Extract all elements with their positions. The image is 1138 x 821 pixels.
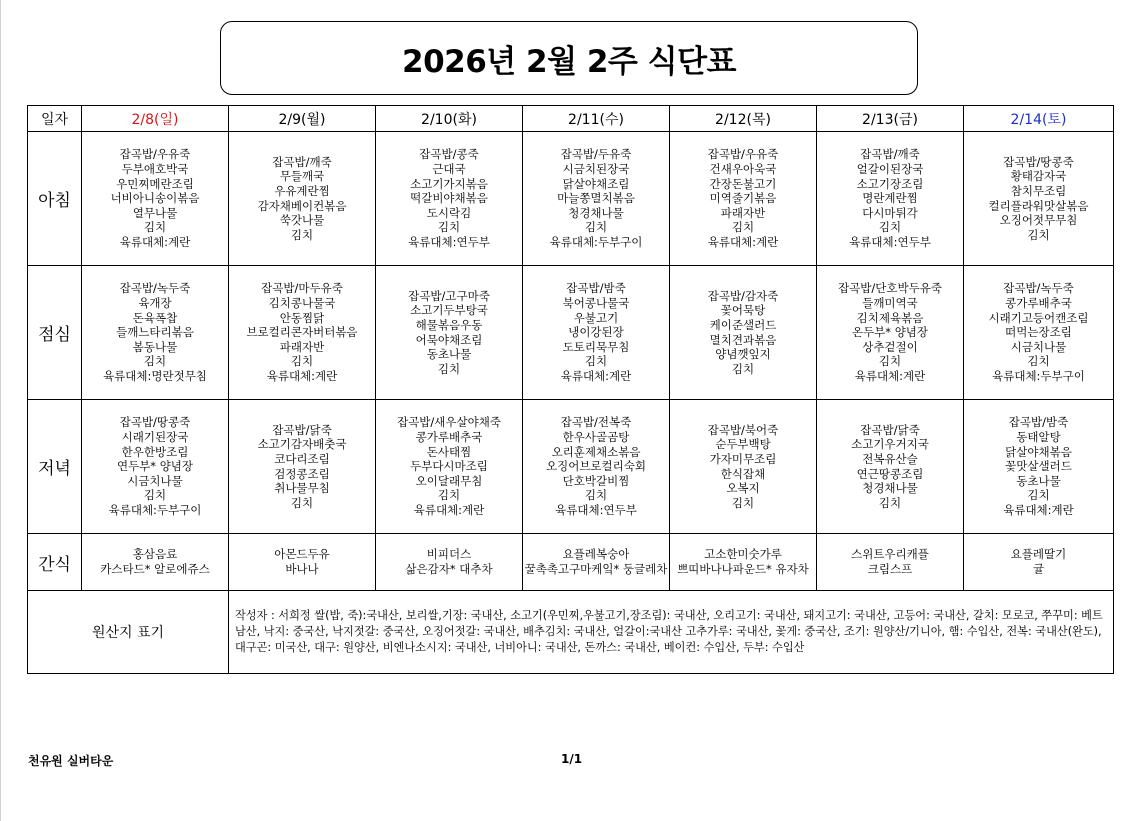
menu-item: 우불고기 [573,310,619,325]
menu-item: 잡곡밥/닭죽 [860,422,920,437]
menu-cell [376,266,523,400]
menu-item: 시금치나물 [127,473,183,488]
menu-item: 케이준샐러드 [709,317,777,332]
menu-item: 꿀촉촉고구마케잌* 둥글레차 [524,562,668,576]
meal-label: 간식 [28,534,82,591]
menu-item: 두부애호박국 [121,162,189,177]
menu-item: 안동찜닭 [279,310,325,325]
menu-item: 닭살야채볶음 [1005,444,1072,459]
menu-item: 무들깨국 [279,169,325,184]
menu-item: 김치 [731,361,755,376]
menu-item: 명란계란찜 [862,191,918,206]
menu-cell [817,266,964,400]
title-box [220,21,918,95]
menu-item: 김치 [290,495,314,510]
menu-item: 파래자반 [720,205,766,220]
menu-item: 잡곡밥/고구마죽 [408,288,490,303]
menu-item: 육류대체:계란 [266,368,338,383]
menu-item: 연근땅콩조림 [856,466,924,481]
menu-item: 미역줄기볶음 [709,191,777,206]
menu-cell [670,266,817,400]
menu-item: 김치 [437,220,461,235]
page-title: 2026년 2월 2주 식단표 [402,43,736,80]
menu-item: 육류대체:두부구이 [108,502,202,517]
menu-item: 김치 [143,354,167,369]
menu-cell [964,534,1114,591]
menu-item: 돈사태찜 [426,444,472,459]
menu-item: 잡곡밥/밤죽 [1008,415,1069,430]
meal-row [28,266,1114,400]
menu-item: 떠먹는장조림 [1005,325,1072,340]
menu-item: 단호박갈비찜 [562,473,630,488]
menu-item: 오징어브로컬리숙회 [546,459,646,474]
menu-item: 김치 [290,227,314,242]
menu-item: 요플레딸기 [1010,547,1067,562]
menu-item: 시래기고등어캔조림 [988,310,1089,325]
menu-item: 잡곡밥/단호박두유죽 [838,281,942,296]
origin-text: 작성자 : 서희정 쌀(밥, 죽):국내산, 보리쌀,기장: 국내산, 소고기(우민찌,우불고기,장조림): 국내산, 오리고기: 국내산, 돼지고기: 국내산, 고등어: 국내산, 갈치: 모로코, 쭈꾸미: 베트남산, 낙지: 중국산, 낙지젓갈: 중국산, 오징어젓갈: 국내산, 배추김치: 국내산, 얼갈이:국내산 고추가루: 국내산, 꽃게: 중국산, 조기: 원양산/기니아, 햄: 수입산, 전복: 국내산(완도),대구곤: 미국산, 대구: 원양산, 비엔나소시지: 국내산, 너비아니: 국내산, 돈까스: 국내산, 베이컨: 수입산, 두부: 수입산 [229,591,1114,674]
menu-item: 우민찌메란조림 [116,176,194,191]
menu-item: 돈육폭찹 [132,310,178,325]
menu-cell [376,400,523,534]
menu-item: 잡곡밥/마두유죽 [261,281,343,296]
menu-item: 육류대체:명란젓무침 [103,368,207,383]
origin-label: 원산지 표기 [28,591,229,674]
menu-item: 소고기감자배춧국 [257,437,347,452]
menu-item: 육류대체:계란 [560,368,632,383]
menu-item: 잡곡밥/콩죽 [419,147,479,162]
menu-item: 육류대체:연두부 [849,234,931,249]
menu-item: 육류대체:두부구이 [992,368,1085,383]
origin-row [28,591,1114,674]
menu-item: 취나물무침 [274,481,330,496]
menu-item: 청경채나물 [568,205,624,220]
menu-cell [229,534,376,591]
menu-item: 한우한방조림 [121,444,189,459]
menu-item: 잡곡밥/깨죽 [860,147,920,162]
menu-cell [376,534,523,591]
menu-cell [817,400,964,534]
menu-item: 코다리조림 [274,451,330,466]
menu-cell [523,266,670,400]
menu-item: 오징어젓무무침 [999,213,1078,228]
menu-item: 열무나물 [132,205,178,220]
menu-item: 양념깻잎지 [715,347,771,362]
menu-item: 시금치된장국 [562,162,630,177]
menu-cell [817,534,964,591]
menu-item: 냉이강된장 [568,325,624,340]
menu-cell [670,400,817,534]
day-header: 2/10(화) [376,106,523,132]
menu-item: 김치 [584,488,608,503]
menu-item: 홍삼음료 [132,547,178,562]
menu-item: 김치 [1027,488,1050,503]
menu-item: 잡곡밥/북어죽 [707,422,779,437]
menu-item: 잡곡밥/감자죽 [707,288,779,303]
menu-item: 검정콩조림 [274,466,330,481]
menu-item: 가자미무조림 [709,451,777,466]
footer-organization: 천유원 실버타운 [28,754,114,768]
menu-cell [229,266,376,400]
menu-item: 잡곡밥/두유죽 [560,147,632,162]
menu-item: 참치무조림 [1010,183,1067,198]
menu-item: 귤 [1032,562,1045,576]
menu-item: 상추겉절이 [862,339,918,354]
menu-item: 온두부* 양념장 [851,325,929,340]
menu-item: 오복지 [726,481,760,496]
menu-item: 잡곡밥/우유죽 [707,147,779,162]
day-header: 2/11(수) [523,106,670,132]
menu-item: 비피더스 [426,547,472,562]
menu-item: 브로컬리콘자버터볶음 [246,325,358,340]
menu-item: 들깨미역국 [862,296,918,311]
menu-cell [523,400,670,534]
menu-item: 김치 [731,220,755,235]
menu-item: 육류대체:계란 [413,502,485,517]
menu-item: 간장돈불고기 [709,176,777,191]
menu-item: 육류대체:계란 [119,234,191,249]
menu-item: 동태알탕 [1016,430,1061,445]
menu-item: 잡곡밥/녹두죽 [119,281,191,296]
menu-item: 떡갈비야채볶음 [410,191,488,206]
menu-item: 잡곡밥/우유죽 [119,147,191,162]
menu-item: 육개장 [138,296,172,311]
menu-item: 잡곡밥/전복죽 [560,415,632,430]
day-header: 2/12(목) [670,106,817,132]
menu-item: 소고기장조림 [856,176,924,191]
menu-item: 잡곡밥/깨죽 [272,154,332,169]
menu-item: 김치 [437,361,461,376]
menu-cell [670,132,817,266]
menu-cell [523,132,670,266]
menu-cell [229,132,376,266]
menu-item: 어묵야채조림 [415,332,483,347]
menu-item: 동초나물 [426,347,472,362]
menu-item: 도토리묵무침 [562,339,630,354]
menu-item: 요플레복숭아 [562,547,630,562]
menu-item: 오리훈제채소볶음 [551,444,641,459]
menu-item: 아몬드두유 [274,547,330,562]
menu-item: 시금치나물 [1010,339,1067,354]
page-edge-line [0,0,1,821]
meal-label: 저녁 [28,400,82,534]
menu-item: 육류대체:연두부 [408,234,490,249]
menu-item: 얼갈이된장국 [856,162,924,177]
menu-table [27,105,1114,674]
menu-item: 소고기우거지국 [851,437,929,452]
menu-item: 육류대체:계란 [854,368,926,383]
menu-item: 건새우아욱국 [709,162,777,177]
menu-item: 도시락김 [426,205,472,220]
menu-item: 순두부백탕 [715,437,771,452]
menu-item: 김치 [878,354,902,369]
menu-item: 멸치견과볶음 [709,332,777,347]
menu-item: 꽃어묵탕 [720,303,766,318]
menu-item: 북어콩나물국 [562,296,630,311]
menu-item: 김치 [584,354,608,369]
menu-item: 전복유산슬 [862,451,918,466]
menu-cell [376,132,523,266]
menu-item: 김치 [1027,227,1050,242]
menu-cell [817,132,964,266]
menu-cell [523,534,670,591]
menu-item: 두부다시마조림 [410,459,488,474]
menu-cell [82,534,229,591]
menu-item: 우유계란찜 [274,183,330,198]
menu-item: 김치 [878,220,902,235]
menu-item: 오이달래무침 [415,473,483,488]
menu-item: 소고기가지볶음 [410,176,488,191]
menu-item: 김치 [584,220,608,235]
menu-item: 닭살야채조림 [562,176,630,191]
menu-item: 잡곡밥/녹두죽 [1003,281,1074,296]
footer-page-number: 1/1 [561,752,583,766]
menu-item: 잡곡밥/땅콩죽 [119,415,191,430]
menu-item: 꽃맛살샐러드 [1005,459,1072,474]
menu-item: 육류대체:계란 [1003,502,1074,517]
menu-item: 황태감자국 [1010,169,1067,184]
menu-item: 잡곡밥/새우살야채죽 [397,415,501,430]
meal-row [28,534,1114,591]
menu-cell [82,266,229,400]
menu-item: 쑥갓나물 [279,213,325,228]
menu-item: 삶은감자* 대추차 [405,562,493,576]
menu-item: 들깨느타리볶음 [116,325,194,340]
menu-item: 스위트우리캐플 [851,547,929,562]
menu-item: 근대국 [432,162,466,177]
menu-item: 육류대체:연두부 [555,502,637,517]
menu-item: 너비아니송이볶음 [110,191,200,206]
day-header: 2/8(일) [82,106,229,132]
menu-item: 시래기된장국 [121,430,189,445]
meal-label: 점심 [28,266,82,400]
menu-item: 한우사골곰탕 [562,430,630,445]
day-header: 2/13(금) [817,106,964,132]
menu-item: 고소한미숫가루 [704,547,782,562]
menu-item: 김치콩나물국 [268,296,336,311]
menu-item: 쁘띠바나나파운드* 유자차 [677,562,809,576]
menu-item: 김치 [143,488,167,503]
menu-cell [964,132,1114,266]
menu-cell [964,400,1114,534]
menu-item: 한식잡채 [720,466,766,481]
menu-cell [670,534,817,591]
menu-item: 콩가루배추국 [415,430,483,445]
menu-item: 다시마튀각 [862,205,918,220]
menu-item: 감자채베이컨볶음 [257,198,347,213]
menu-item: 김치 [290,354,314,369]
menu-item: 콩가루배추국 [1005,296,1072,311]
meal-row [28,132,1114,266]
menu-item: 봄동나물 [132,339,178,354]
menu-item: 바나나 [285,562,319,576]
menu-item: 김치 [878,495,902,510]
header-row [28,106,1114,132]
day-header: 2/9(월) [229,106,376,132]
day-header: 2/14(토) [964,106,1114,132]
menu-item: 마늘쫑멸치볶음 [557,191,635,206]
menu-item: 육류대체:계란 [707,234,779,249]
menu-item: 김치 [143,220,167,235]
menu-item: 청경채나물 [862,481,918,496]
menu-cell [82,132,229,266]
menu-item: 동초나물 [1016,473,1061,488]
menu-item: 해물볶음우동 [415,317,483,332]
menu-item: 김치 [1027,354,1050,369]
menu-cell [964,266,1114,400]
menu-item: 잡곡밥/땅콩죽 [1003,154,1074,169]
corner-label: 일자 [28,106,82,132]
menu-item: 김치 [731,495,755,510]
meal-row [28,400,1114,534]
menu-item: 소고기두부탕국 [410,303,488,318]
menu-item: 연두부* 양념장 [116,459,194,474]
menu-cell [82,400,229,534]
menu-item: 김치 [437,488,461,503]
meal-label: 아침 [28,132,82,266]
menu-item: 잡곡밥/닭죽 [272,422,332,437]
menu-cell [229,400,376,534]
menu-item: 김치제육볶음 [856,310,924,325]
menu-item: 잡곡밥/밤죽 [566,281,626,296]
menu-item: 크림스프 [867,562,913,576]
menu-item: 카스타드* 알로에쥬스 [100,562,210,576]
menu-item: 육류대체:두부구이 [549,234,643,249]
menu-item: 컬리플라워맛살볶음 [988,198,1089,213]
menu-item: 파래자반 [279,339,325,354]
